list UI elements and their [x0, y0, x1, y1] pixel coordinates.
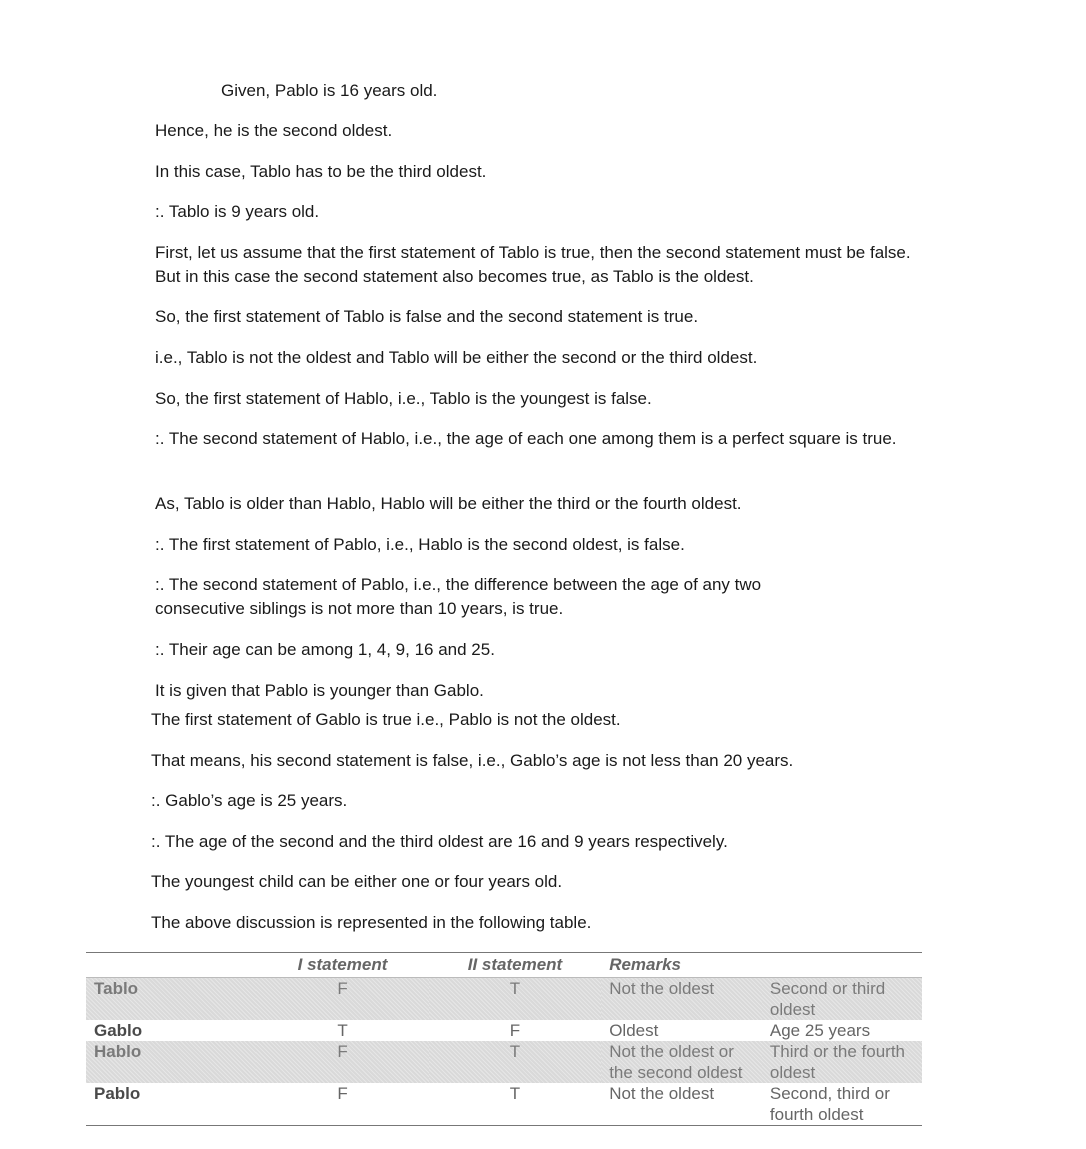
- remark: Not the oldest or the second oldest: [601, 1041, 762, 1083]
- header-cell: [762, 953, 922, 978]
- table-row: [86, 1083, 922, 1126]
- remark: Not the oldest: [601, 1083, 762, 1126]
- statement-1-value: F: [256, 1083, 428, 1126]
- header-cell: II statement: [429, 953, 601, 978]
- remark-detail: Third or the fourth oldest: [762, 1041, 922, 1083]
- paragraph: In this case, Tablo has to be the third oldest.: [155, 162, 487, 181]
- paragraph: So, the first statement of Hablo, i.e., Tablo is the youngest is false.: [155, 389, 652, 408]
- table-row: [86, 1020, 922, 1041]
- statement-2-value: F: [509, 1021, 521, 1040]
- paragraph: First, let us assume that the first statement of Tablo is true, then the second statement must be false. But in this case the second statement also becomes true, as Tablo is the oldest.: [155, 243, 911, 286]
- paragraph: Given, Pablo is 16 years old.: [221, 81, 438, 100]
- paragraph: i.e., Tablo is not the oldest and Tablo will be either the second or the third oldest.: [155, 348, 758, 367]
- sibling-name: Pablo: [86, 1083, 256, 1126]
- paragraph: Hence, he is the second oldest.: [155, 121, 393, 140]
- header-cell: Remarks: [601, 953, 762, 978]
- paragraph: :. The second statement of Pablo, i.e., the difference between the age of any two consecutive siblings is not more than 10 years, is true.: [155, 575, 762, 618]
- remark: Oldest: [609, 1021, 659, 1040]
- paragraph: The first statement of Gablo is true i.e., Pablo is not the oldest.: [151, 710, 621, 729]
- paragraph: :. Their age can be among 1, 4, 9, 16 and 25.: [155, 640, 495, 659]
- remark-detail: Age 25 years: [769, 1021, 871, 1040]
- statement-2-value: T: [429, 1041, 601, 1083]
- remark: Not the oldest: [601, 978, 762, 1021]
- paragraph: :. Gablo’s age is 25 years.: [151, 791, 348, 810]
- paragraph: :. The first statement of Pablo, i.e., Hablo is the second oldest, is false.: [155, 535, 685, 554]
- remark-detail: Second, third or fourth oldest: [762, 1083, 922, 1126]
- paragraph: :. The second statement of Hablo, i.e., the age of each one among them is a perfect square is true.: [155, 429, 897, 448]
- sibling-name: Gablo: [94, 1021, 143, 1040]
- paragraph: The youngest child can be either one or four years old.: [151, 872, 563, 891]
- header-cell: I statement: [256, 953, 428, 978]
- paragraph: :. Tablo is 9 years old.: [155, 202, 320, 221]
- paragraph: :. The age of the second and the third oldest are 16 and 9 years respectively.: [151, 832, 728, 851]
- paragraph: It is given that Pablo is younger than Gablo.: [155, 681, 484, 700]
- header-cell: [86, 953, 256, 978]
- statement-2-value: T: [429, 978, 601, 1021]
- table-header-row: [86, 953, 922, 978]
- statement-1-value: F: [256, 1041, 428, 1083]
- paragraph: That means, his second statement is false, i.e., Gablo’s age is not less than 20 years.: [151, 751, 794, 770]
- table-row: [86, 1041, 922, 1083]
- table-row: [86, 978, 922, 1021]
- statement-1-value: T: [337, 1021, 348, 1040]
- remark-detail: Second or third oldest: [762, 978, 922, 1021]
- paragraph: So, the first statement of Tablo is false and the second statement is true.: [155, 307, 699, 326]
- summary-table: [86, 952, 922, 1126]
- paragraph: As, Tablo is older than Hablo, Hablo will be either the third or the fourth oldest.: [155, 494, 742, 513]
- statement-2-value: T: [429, 1083, 601, 1126]
- sibling-name: Tablo: [86, 978, 256, 1021]
- paragraph: The above discussion is represented in the following table.: [151, 913, 592, 932]
- sibling-name: Hablo: [86, 1041, 256, 1083]
- statement-1-value: F: [256, 978, 428, 1021]
